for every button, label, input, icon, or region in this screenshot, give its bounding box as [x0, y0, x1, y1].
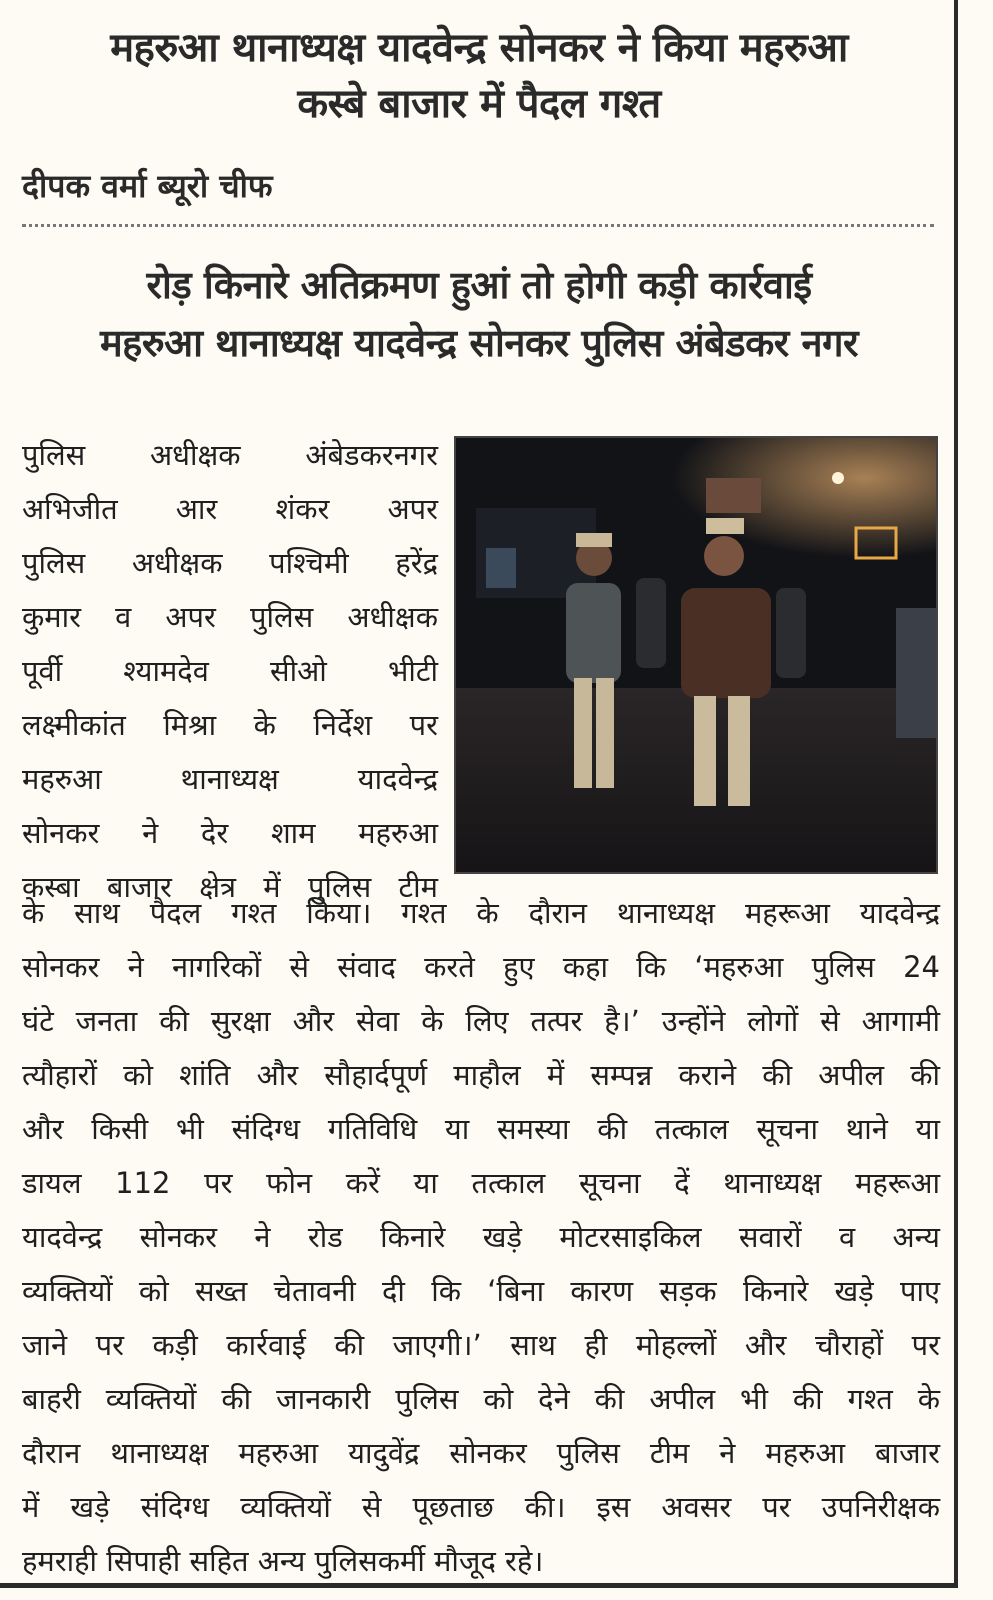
dotted-divider: [22, 224, 934, 227]
byline: दीपक वर्मा ब्यूरो चीफ: [22, 167, 273, 205]
body-text-left-column: [22, 428, 438, 914]
subheadline-line-1: रोड़ किनारे अतिक्रमण हुआं तो होगी कड़ी कार्रवाई: [146, 263, 812, 307]
subheadline-line-2: महरुआ थानाध्यक्ष यादवेन्द्र सोनकर पुलिस अंबेडकर नगर: [99, 321, 859, 365]
body-line: कुमार व अपर पुलिस अधीक्षक: [22, 600, 438, 634]
body-line: हमराही सिपाही सहित अन्य पुलिसकर्मी मौजूद रहे।: [22, 1544, 544, 1578]
news-photo: [454, 436, 938, 874]
body-line: बाहरी व्यक्तियों की जानकारी पुलिस को देने की अपील भी की गश्त के: [22, 1382, 940, 1416]
body-line: और किसी भी संदिग्ध गतिविधि या समस्या की तत्काल सूचना थाने या: [22, 1112, 940, 1146]
body-line: डायल 112 पर फोन करें या तत्काल सूचना दें थानाध्यक्ष महरूआ: [22, 1166, 940, 1200]
headline-line-1: महरुआ थानाध्यक्ष यादवेन्द्र सोनकर ने किया महरुआ: [110, 25, 848, 71]
body-line: कस्बा बाजार क्षेत्र में पुलिस टीम: [22, 870, 438, 904]
night-patrol-photo-illustration: [456, 438, 936, 872]
body-text-full-width: [22, 886, 940, 1588]
body-line: त्यौहारों को शांति और सौहार्दपूर्ण माहौल में सम्पन्न कराने की अपील की: [22, 1058, 940, 1092]
body-line: महरुआ थानाध्यक्ष यादवेन्द्र: [22, 762, 438, 796]
body-line: पुलिस अधीक्षक पश्चिमी हरेंद्र: [22, 546, 438, 580]
body-line: सोनकर ने नागरिकों से संवाद करते हुए कहा कि ‘महरुआ पुलिस 24: [22, 950, 940, 984]
body-line: के साथ पैदल गश्त किया। गश्त के दौरान थानाध्यक्ष महरूआ यादवेन्द्र: [22, 896, 940, 930]
body-line: सोनकर ने देर शाम महरुआ: [22, 816, 438, 850]
body-line: पुलिस अधीक्षक अंबेडकरनगर: [22, 438, 438, 472]
headline-line-2: कस्बे बाजार में पैदल गश्त: [297, 81, 661, 127]
body-line: घंटे जनता की सुरक्षा और सेवा के लिए तत्पर है।’ उन्होंने लोगों से आगामी: [22, 1004, 940, 1038]
subheadline: [0, 256, 958, 372]
body-line: व्यक्तियों को सख्त चेतावनी दी कि ‘बिना कारण सड़क किनारे खड़े पाए: [22, 1274, 940, 1308]
headline: [0, 20, 958, 132]
body-line: लक्ष्मीकांत मिश्रा के निर्देश पर: [22, 708, 438, 742]
body-line: में खड़े संदिग्ध व्यक्तियों से पूछताछ की। इस अवसर पर उपनिरीक्षक: [22, 1490, 940, 1524]
body-line: यादवेन्द्र सोनकर ने रोड किनारे खड़े मोटरसाइकिल सवारों व अन्य: [22, 1220, 940, 1254]
body-line: दौरान थानाध्यक्ष महरुआ यादुवेंद्र सोनकर पुलिस टीम ने महरुआ बाजार: [22, 1436, 940, 1470]
body-line: पूर्वी श्यामदेव सीओ भीटी: [22, 654, 438, 688]
body-line: जाने पर कड़ी कार्रवाई की जाएगी।’ साथ ही मोहल्लों और चौराहों पर: [22, 1328, 940, 1362]
body-line: अभिजीत आर शंकर अपर: [22, 492, 438, 526]
